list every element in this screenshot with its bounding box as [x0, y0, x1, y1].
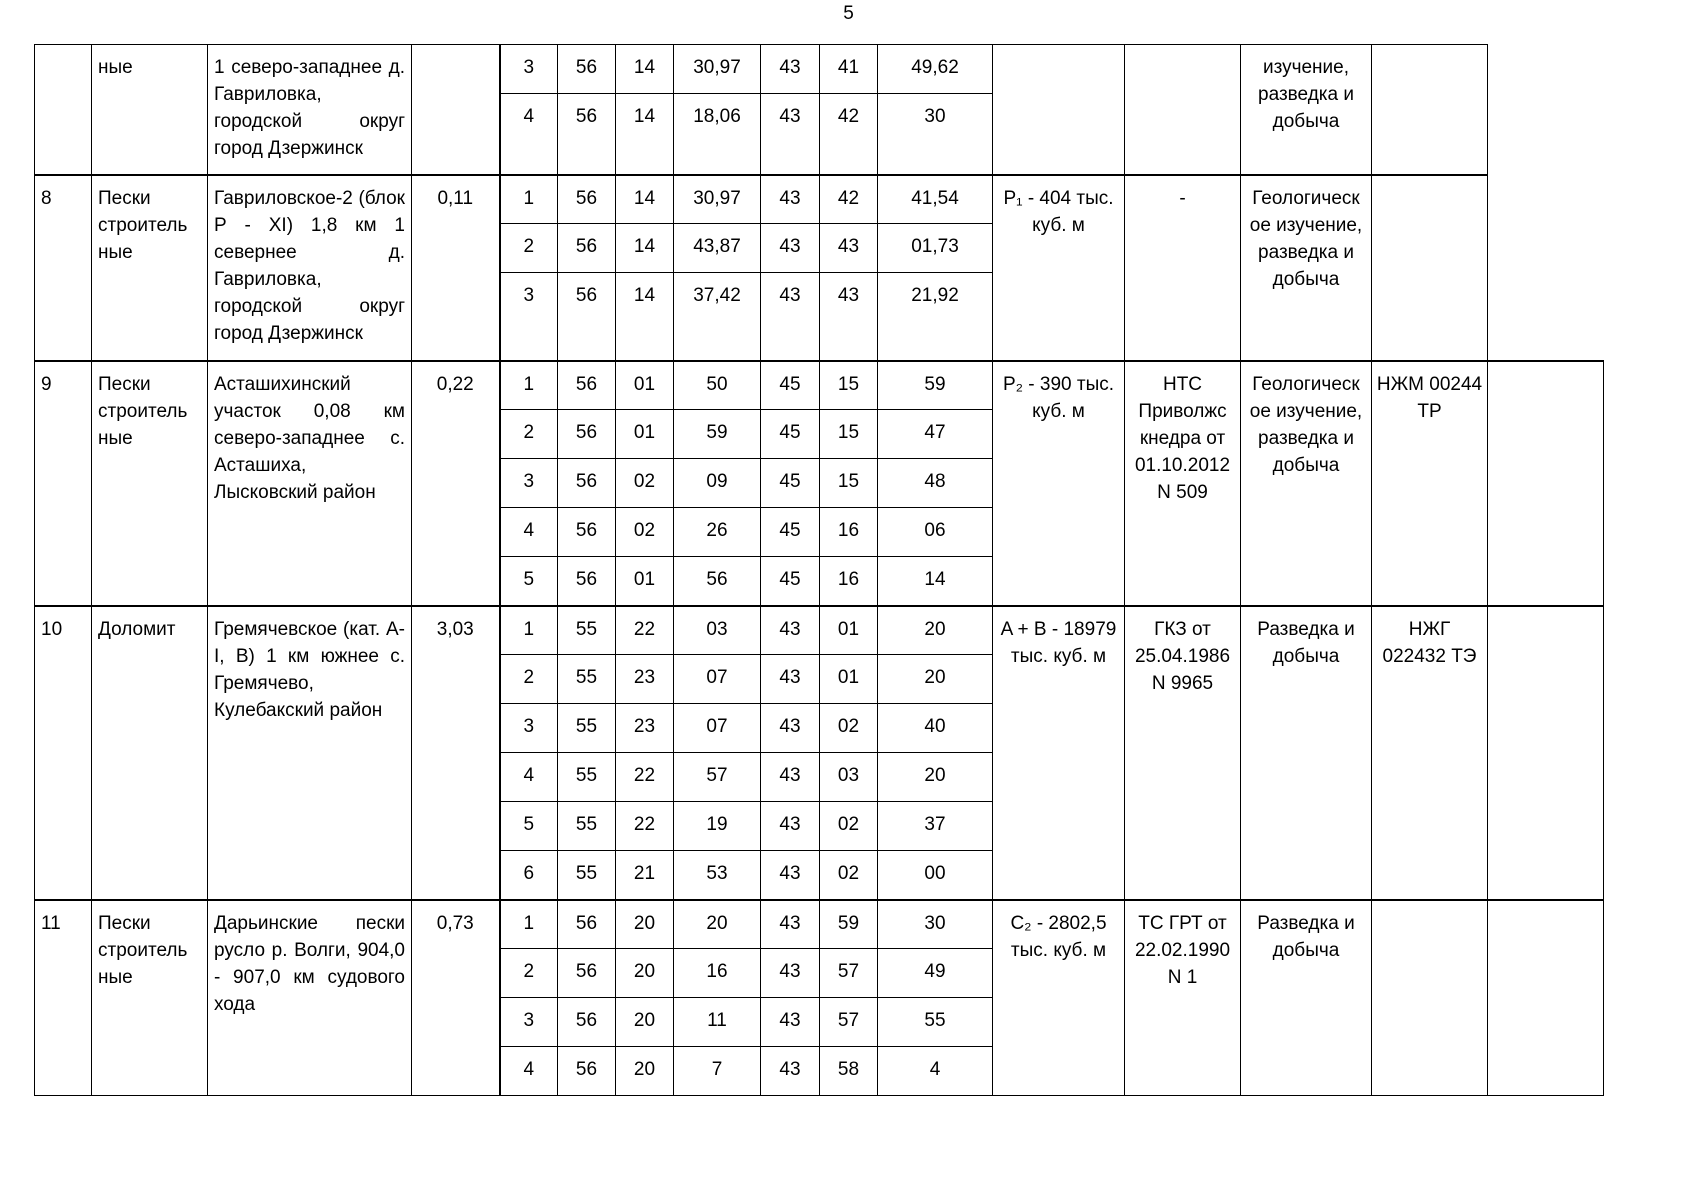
table-row	[35, 45, 1604, 94]
lat-minutes-cell: 01	[616, 410, 674, 459]
lon-seconds-cell: 20	[878, 655, 993, 704]
point-number-cell: 4	[500, 94, 558, 175]
lon-minutes-cell: 02	[820, 851, 878, 900]
lon-minutes-cell: 01	[820, 655, 878, 704]
resources-cell: A + B - 18979 тыс. куб. м	[993, 606, 1125, 900]
lat-seconds-cell: 50	[674, 361, 761, 410]
lat-seconds-cell: 07	[674, 704, 761, 753]
lat-seconds-cell: 20	[674, 900, 761, 949]
point-number-cell: 1	[500, 900, 558, 949]
lon-seconds-cell: 20	[878, 606, 993, 655]
resources-cell: P₂ - 390 тыс. куб. м	[993, 361, 1125, 606]
lon-degrees-cell: 45	[761, 410, 820, 459]
lat-seconds-cell: 37,42	[674, 273, 761, 361]
point-number-cell: 3	[500, 998, 558, 1047]
purpose-cell: Геологическ ое изучение, разведка и добыча	[1241, 361, 1372, 606]
area-cell: 0,73	[412, 900, 500, 1096]
lon-seconds-cell: 59	[878, 361, 993, 410]
lat-seconds-cell: 26	[674, 508, 761, 557]
page-number: 5	[843, 3, 854, 24]
row-number-cell: 9	[35, 361, 92, 606]
approval-cell: НТС Приволжс кнедра от 01.10.2012 N 509	[1125, 361, 1241, 606]
lat-minutes-cell: 22	[616, 606, 674, 655]
lon-minutes-cell: 59	[820, 900, 878, 949]
lon-minutes-cell: 42	[820, 175, 878, 224]
lon-minutes-cell: 58	[820, 1047, 878, 1096]
lon-minutes-cell: 02	[820, 802, 878, 851]
lon-seconds-cell: 21,92	[878, 273, 993, 361]
table-row	[35, 175, 1604, 224]
lon-degrees-cell: 43	[761, 998, 820, 1047]
lat-minutes-cell: 14	[616, 224, 674, 273]
lon-degrees-cell: 45	[761, 508, 820, 557]
point-number-cell: 1	[500, 175, 558, 224]
lat-seconds-cell: 53	[674, 851, 761, 900]
mineral-cell: Пески строитель ные	[92, 175, 208, 361]
empty-cell	[1488, 45, 1604, 175]
license-cell	[1372, 900, 1488, 1096]
point-number-cell: 2	[500, 224, 558, 273]
lat-seconds-cell: 43,87	[674, 224, 761, 273]
lon-seconds-cell: 06	[878, 508, 993, 557]
lat-minutes-cell: 20	[616, 1047, 674, 1096]
license-cell	[1372, 45, 1488, 175]
deposits-table	[34, 44, 1604, 1096]
lon-degrees-cell: 43	[761, 949, 820, 998]
lon-degrees-cell: 43	[761, 606, 820, 655]
lat-minutes-cell: 20	[616, 900, 674, 949]
lat-seconds-cell: 09	[674, 459, 761, 508]
point-number-cell: 4	[500, 508, 558, 557]
lat-degrees-cell: 55	[558, 704, 616, 753]
mineral-cell: ные	[92, 45, 208, 175]
area-cell: 3,03	[412, 606, 500, 900]
resources-cell: P₁ - 404 тыс. куб. м	[993, 175, 1125, 361]
area-cell: 0,22	[412, 361, 500, 606]
empty-cell	[1488, 900, 1604, 1096]
lon-minutes-cell: 43	[820, 224, 878, 273]
lon-degrees-cell: 45	[761, 557, 820, 606]
lat-degrees-cell: 56	[558, 949, 616, 998]
lon-seconds-cell: 48	[878, 459, 993, 508]
lon-seconds-cell: 01,73	[878, 224, 993, 273]
lat-minutes-cell: 23	[616, 655, 674, 704]
row-number-cell	[35, 45, 92, 175]
lon-minutes-cell: 15	[820, 410, 878, 459]
table-row	[35, 606, 1604, 655]
lon-degrees-cell: 43	[761, 753, 820, 802]
lat-seconds-cell: 30,97	[674, 175, 761, 224]
lat-seconds-cell: 11	[674, 998, 761, 1047]
lat-degrees-cell: 56	[558, 361, 616, 410]
point-number-cell: 4	[500, 1047, 558, 1096]
resources-cell	[993, 45, 1125, 175]
point-number-cell: 4	[500, 753, 558, 802]
license-cell: НЖГ 022432 ТЭ	[1372, 606, 1488, 900]
lon-seconds-cell: 47	[878, 410, 993, 459]
lon-seconds-cell: 00	[878, 851, 993, 900]
license-cell: НЖМ 00244 ТР	[1372, 361, 1488, 606]
lon-seconds-cell: 55	[878, 998, 993, 1047]
lat-minutes-cell: 01	[616, 361, 674, 410]
lon-degrees-cell: 43	[761, 851, 820, 900]
lat-degrees-cell: 55	[558, 655, 616, 704]
lat-degrees-cell: 56	[558, 1047, 616, 1096]
approval-cell: ГКЗ от 25.04.1986 N 9965	[1125, 606, 1241, 900]
lon-degrees-cell: 43	[761, 704, 820, 753]
lon-minutes-cell: 16	[820, 557, 878, 606]
point-number-cell: 1	[500, 361, 558, 410]
lon-degrees-cell: 45	[761, 459, 820, 508]
lon-degrees-cell: 43	[761, 94, 820, 175]
lat-minutes-cell: 20	[616, 949, 674, 998]
point-number-cell: 3	[500, 273, 558, 361]
lat-seconds-cell: 16	[674, 949, 761, 998]
location-cell: Гавриловское-2 (блок Р - XI) 1,8 км 1 севернее д. Гавриловка, городской округ город Дзержинск	[208, 175, 412, 361]
lon-degrees-cell: 43	[761, 175, 820, 224]
row-number-cell: 8	[35, 175, 92, 361]
lat-degrees-cell: 56	[558, 94, 616, 175]
lon-degrees-cell: 43	[761, 273, 820, 361]
lon-degrees-cell: 43	[761, 802, 820, 851]
point-number-cell: 3	[500, 704, 558, 753]
lat-degrees-cell: 56	[558, 410, 616, 459]
lon-degrees-cell: 43	[761, 1047, 820, 1096]
empty-cell	[1488, 175, 1604, 361]
row-number-cell: 11	[35, 900, 92, 1096]
table-row	[35, 900, 1604, 949]
lat-degrees-cell: 56	[558, 459, 616, 508]
lat-minutes-cell: 14	[616, 94, 674, 175]
mineral-cell: Доломит	[92, 606, 208, 900]
lon-seconds-cell: 30	[878, 900, 993, 949]
point-number-cell: 3	[500, 45, 558, 94]
point-number-cell: 3	[500, 459, 558, 508]
approval-cell: -	[1125, 175, 1241, 361]
lon-degrees-cell: 45	[761, 361, 820, 410]
lat-degrees-cell: 56	[558, 557, 616, 606]
lon-seconds-cell: 49	[878, 949, 993, 998]
area-cell	[412, 45, 500, 175]
lat-seconds-cell: 07	[674, 655, 761, 704]
lon-seconds-cell: 49,62	[878, 45, 993, 94]
lat-minutes-cell: 22	[616, 753, 674, 802]
point-number-cell: 1	[500, 606, 558, 655]
lat-minutes-cell: 01	[616, 557, 674, 606]
lon-minutes-cell: 15	[820, 361, 878, 410]
license-cell	[1372, 175, 1488, 361]
lat-degrees-cell: 56	[558, 998, 616, 1047]
lat-degrees-cell: 56	[558, 175, 616, 224]
lat-seconds-cell: 19	[674, 802, 761, 851]
mineral-cell: Пески строитель ные	[92, 361, 208, 606]
point-number-cell: 2	[500, 410, 558, 459]
purpose-cell: изучение, разведка и добыча	[1241, 45, 1372, 175]
point-number-cell: 2	[500, 949, 558, 998]
purpose-cell: Геологическ ое изучение, разведка и добыча	[1241, 175, 1372, 361]
lat-minutes-cell: 14	[616, 273, 674, 361]
lat-minutes-cell: 02	[616, 459, 674, 508]
lon-minutes-cell: 02	[820, 704, 878, 753]
lat-seconds-cell: 59	[674, 410, 761, 459]
lat-seconds-cell: 18,06	[674, 94, 761, 175]
lat-degrees-cell: 56	[558, 224, 616, 273]
lon-seconds-cell: 40	[878, 704, 993, 753]
empty-cell	[1488, 606, 1604, 900]
lon-degrees-cell: 43	[761, 655, 820, 704]
purpose-cell: Разведка и добыча	[1241, 606, 1372, 900]
lat-minutes-cell: 21	[616, 851, 674, 900]
lon-minutes-cell: 57	[820, 998, 878, 1047]
lon-degrees-cell: 43	[761, 224, 820, 273]
lat-degrees-cell: 55	[558, 851, 616, 900]
lat-minutes-cell: 14	[616, 45, 674, 94]
point-number-cell: 2	[500, 655, 558, 704]
lat-minutes-cell: 23	[616, 704, 674, 753]
lat-minutes-cell: 20	[616, 998, 674, 1047]
lon-minutes-cell: 01	[820, 606, 878, 655]
row-number-cell: 10	[35, 606, 92, 900]
resources-cell: C₂ - 2802,5 тыс. куб. м	[993, 900, 1125, 1096]
lat-minutes-cell: 14	[616, 175, 674, 224]
lat-degrees-cell: 56	[558, 273, 616, 361]
area-cell: 0,11	[412, 175, 500, 361]
lat-seconds-cell: 7	[674, 1047, 761, 1096]
lon-seconds-cell: 20	[878, 753, 993, 802]
location-cell: Асташихинский участок 0,08 км северо-западнее с. Асташиха, Лысковский район	[208, 361, 412, 606]
table-body	[35, 45, 1604, 1096]
lon-minutes-cell: 15	[820, 459, 878, 508]
table-row	[35, 361, 1604, 410]
purpose-cell: Разведка и добыча	[1241, 900, 1372, 1096]
lat-seconds-cell: 57	[674, 753, 761, 802]
lon-degrees-cell: 43	[761, 45, 820, 94]
location-cell: Гремячевское (кат. A-I, B) 1 км южнее с. Гремячево, Кулебакский район	[208, 606, 412, 900]
lon-seconds-cell: 41,54	[878, 175, 993, 224]
point-number-cell: 5	[500, 802, 558, 851]
lon-minutes-cell: 43	[820, 273, 878, 361]
lon-minutes-cell: 41	[820, 45, 878, 94]
lat-degrees-cell: 55	[558, 606, 616, 655]
lat-seconds-cell: 30,97	[674, 45, 761, 94]
approval-cell	[1125, 45, 1241, 175]
lon-minutes-cell: 03	[820, 753, 878, 802]
lat-seconds-cell: 03	[674, 606, 761, 655]
lat-degrees-cell: 56	[558, 900, 616, 949]
location-cell: 1 северо-западнее д. Гавриловка, городской округ город Дзержинск	[208, 45, 412, 175]
lat-degrees-cell: 56	[558, 45, 616, 94]
lon-seconds-cell: 37	[878, 802, 993, 851]
lon-seconds-cell: 30	[878, 94, 993, 175]
empty-cell	[1488, 361, 1604, 606]
lon-minutes-cell: 16	[820, 508, 878, 557]
mineral-cell: Пески строитель ные	[92, 900, 208, 1096]
lon-minutes-cell: 57	[820, 949, 878, 998]
location-cell: Дарьинские пески русло р. Волги, 904,0 - 907,0 км судового хода	[208, 900, 412, 1096]
lon-seconds-cell: 4	[878, 1047, 993, 1096]
lat-minutes-cell: 02	[616, 508, 674, 557]
lon-seconds-cell: 14	[878, 557, 993, 606]
lat-seconds-cell: 56	[674, 557, 761, 606]
lat-degrees-cell: 55	[558, 802, 616, 851]
lat-minutes-cell: 22	[616, 802, 674, 851]
lon-degrees-cell: 43	[761, 900, 820, 949]
approval-cell: ТС ГРТ от 22.02.1990 N 1	[1125, 900, 1241, 1096]
lat-degrees-cell: 55	[558, 753, 616, 802]
point-number-cell: 6	[500, 851, 558, 900]
lat-degrees-cell: 56	[558, 508, 616, 557]
point-number-cell: 5	[500, 557, 558, 606]
lon-minutes-cell: 42	[820, 94, 878, 175]
